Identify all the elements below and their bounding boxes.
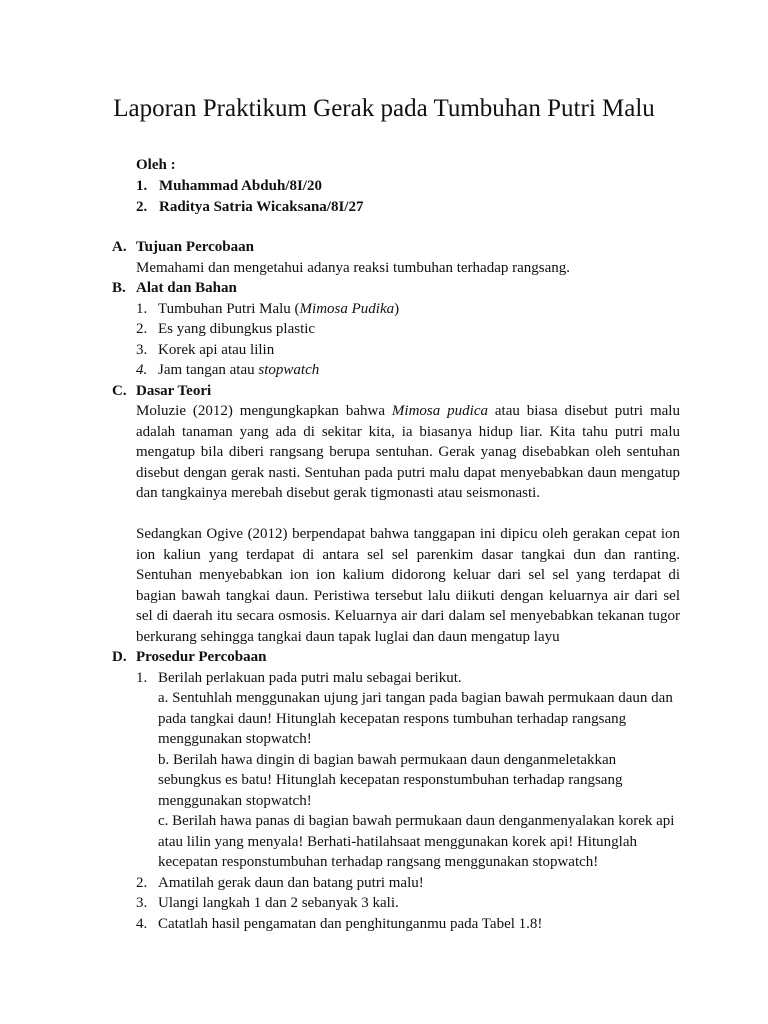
list-item	[136, 340, 680, 361]
substep-line: menggunakan stopwatch!	[158, 792, 312, 809]
paragraph-spacer	[112, 504, 680, 525]
substep-line: atau lilin yang menyala! Berhati-hatilahsaat menggunakan korek api! Hitunglah	[158, 833, 638, 850]
procedure-substeps	[158, 688, 680, 873]
list-text: Tumbuhan Putri Malu (	[158, 300, 300, 317]
substep-line: pada tangkai daun! Hitunglah kecepatan respons tumbuhan terhadap rangsang	[158, 710, 627, 727]
document-title: Laporan Praktikum Gerak pada Tumbuhan Putri Malu	[113, 95, 655, 122]
substep-line: b. Berilah hawa dingin di bagian bawah permukaan daun denganmeletakkan	[158, 751, 617, 768]
substep-line: c. Berilah hawa panas di bagian bawah permukaan daun denganmenyalakan korek api	[158, 813, 675, 829]
section-heading-prosedur	[112, 647, 680, 668]
list-item	[136, 319, 680, 340]
list-number: 2.	[136, 874, 148, 891]
list-item	[136, 893, 680, 914]
section-heading-alat-bahan	[112, 278, 680, 299]
section-heading-dasar-teori	[112, 381, 680, 402]
section-letter: C.	[112, 382, 127, 399]
section-title: Alat dan Bahan	[136, 280, 237, 296]
substep-line: a. Sentuhlah menggunakan ujung jari tangan pada bagian bawah permukaan daun dan	[158, 690, 673, 706]
paragraph-text-italic: Mimosa pudica	[391, 403, 488, 419]
list-text: Jam tangan atau	[158, 362, 259, 378]
theory-paragraph-2: Sedangkan Ogive (2012) berpendapat bahwa tanggapan ini dipicu oleh gerakan cepat ion ion kaliun yang terdapat di antara sel sel parenkim dasar tangkai dun dan ranting. Sentuhan menyebabkan ion ion kalium didorong keluar dari sel sel yang terdapat di bagian bawah tangkai daun. Peristiwa tersebut lalu diikuti dengan keluarnya air dari sel sel di daerah itu secara osmosis. Keluarnya air dari dalam sel menyebabkan tekanan tugor berkurang sehingga tangkai daun tapak luglai dan daun mengatup layu	[136, 526, 680, 645]
list-number: 3.	[136, 341, 148, 358]
section-title: Prosedur Percobaan	[136, 649, 267, 665]
section-letter: B.	[112, 280, 126, 296]
theory-paragraph-1	[136, 401, 680, 504]
section-letter: A.	[112, 239, 127, 255]
list-number: 2.	[136, 321, 148, 337]
list-item	[136, 873, 680, 894]
list-number: 1.	[136, 669, 148, 686]
list-text-italic: stopwatch	[258, 362, 320, 378]
document-body	[112, 237, 680, 934]
list-text: Korek api atau lilin	[158, 341, 275, 358]
authors-label: Oleh :	[136, 157, 176, 173]
section-text: Memahami dan mengetahui adanya reaksi tumbuhan terhadap rangsang.	[136, 259, 571, 276]
substep-line: sebungkus es batu! Hitunglah kecepatan responstumbuhan terhadap rangsang	[158, 772, 623, 788]
list-number: 3.	[136, 895, 148, 911]
paragraph-text: atau biasa disebut putri malu adalah tanaman yang ada di sekitar kita, ia biasanya hidup liar. Kita tahu putri malu mengatup bila diberi rangsang berupa sentuhan. Gerak yanag disebabkan oleh sentuhan disebut dengan gerak nasti. Sentuhan pada putri malu dapat menyebabkan daun mengatup dan tangkainya merebah disebut gerak tigmonasti atau seismonasti.	[136, 403, 680, 501]
author-name: Muhammad Abduh/8I/20	[159, 178, 322, 194]
list-item	[136, 299, 680, 320]
list-number: 4.	[136, 915, 148, 932]
list-text: Catatlah hasil pengamatan dan penghitunganmu pada Tabel 1.8!	[158, 915, 543, 932]
substep-line: kecepatan responstumbuhan terhadap rangsang menggunakan stopwatch!	[158, 854, 599, 870]
authors-block	[136, 155, 363, 218]
section-title: Tujuan Percobaan	[136, 239, 254, 255]
list-text-italic: Mimosa Pudika	[299, 300, 395, 317]
list-number: 4.	[136, 362, 148, 378]
list-item	[136, 668, 680, 689]
list-item	[136, 360, 680, 381]
paragraph-text: Moluzie (2012) mengungkapkan bahwa	[136, 403, 392, 419]
section-heading-tujuan	[112, 237, 680, 258]
author-item	[136, 197, 363, 218]
author-number: 1.	[136, 178, 148, 194]
section-title: Dasar Teori	[136, 382, 212, 399]
list-item	[136, 914, 680, 935]
list-text: Berilah perlakuan pada putri malu sebagai berikut.	[158, 669, 462, 686]
author-item	[136, 176, 363, 197]
list-text: Amatilah gerak daun dan batang putri malu!	[158, 874, 424, 891]
list-text: Ulangi langkah 1 dan 2 sebanyak 3 kali.	[158, 895, 399, 911]
list-text: Es yang dibungkus plastic	[158, 321, 316, 337]
list-text: )	[394, 300, 400, 317]
list-number: 1.	[136, 300, 148, 317]
section-letter: D.	[112, 649, 127, 665]
author-number: 2.	[136, 199, 148, 215]
author-name: Raditya Satria Wicaksana/8I/27	[159, 199, 364, 215]
substep-line: menggunakan stopwatch!	[158, 731, 312, 747]
